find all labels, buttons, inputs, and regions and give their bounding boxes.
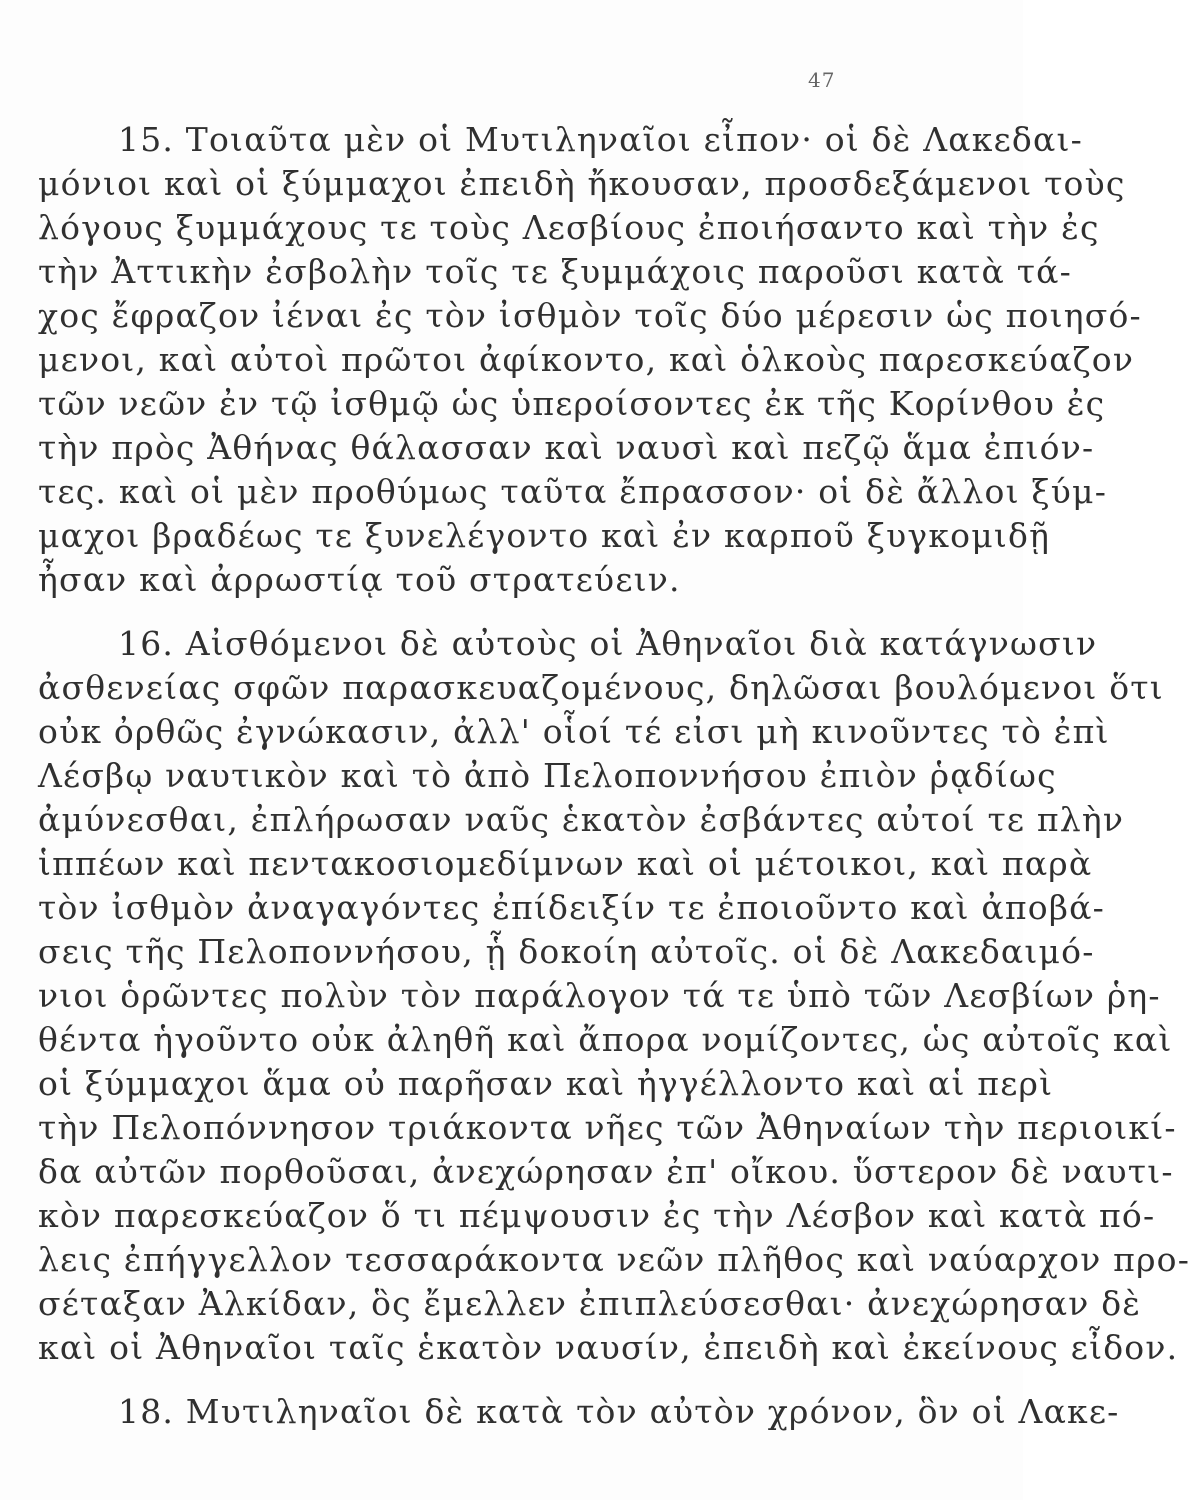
text-line: τὸν ἰσθμὸν ἀναγαγόντες ἐπίδειξίν τε ἐποιοῦντο καὶ ἀποβά- bbox=[38, 888, 1105, 927]
text-line: τες. καὶ οἱ μὲν προθύμως ταῦτα ἔπρασσον· οἱ δὲ ἄλλοι ξύμ- bbox=[38, 472, 1108, 511]
text-line: Λέσβῳ ναυτικὸν καὶ τὸ ἀπὸ Πελοποννήσου ἐπιὸν ῥᾳδίως bbox=[38, 756, 1057, 795]
text-line: τὴν Πελοπόννησον τριάκοντα νῆες τῶν Ἀθηναίων τὴν περιοικί- bbox=[38, 1108, 1177, 1147]
text-line: χος ἔφραζον ἰέναι ἐς τὸν ἰσθμὸν τοῖς δύο μέρεσιν ὡς ποιησό- bbox=[38, 296, 1142, 335]
text-line: ἀσθενείας σφῶν παρασκευαζομένους, δηλῶσαι βουλόμενοι ὅτι bbox=[38, 668, 1164, 707]
text-line: 15. Τοιαῦτα μὲν οἱ Μυτιληναῖοι εἶπον· οἱ δὲ Λακεδαι- bbox=[118, 120, 1083, 159]
text-line: σέταξαν Ἀλκίδαν, ὃς ἔμελλεν ἐπιπλεύσεσθαι· ἀνεχώρησαν δὲ bbox=[38, 1284, 1142, 1323]
text-line: μαχοι βραδέως τε ξυνελέγοντο καὶ ἐν καρποῦ ξυγκομιδῇ bbox=[38, 516, 1051, 555]
text-line: τὴν πρὸς Ἀθήνας θάλασσαν καὶ ναυσὶ καὶ πεζῷ ἅμα ἐπιόν- bbox=[38, 428, 1095, 467]
text-line: οὐκ ὀρθῶς ἐγνώκασιν, ἀλλ' οἷοί τέ εἰσι μὴ κινοῦντες τὸ ἐπὶ bbox=[38, 712, 1110, 751]
text-line: ἀμύνεσθαι, ἐπλήρωσαν ναῦς ἑκατὸν ἐσβάντες αὐτοί τε πλὴν bbox=[38, 800, 1125, 839]
text-line: σεις τῆς Πελοποννήσου, ᾗ δοκοίη αὐτοῖς. οἱ δὲ Λακεδαιμό- bbox=[38, 932, 1095, 971]
text-line: θέντα ἡγοῦντο οὐκ ἀληθῆ καὶ ἄπορα νομίζοντες, ὡς αὐτοῖς καὶ bbox=[38, 1020, 1173, 1059]
text-line: 16. Αἰσθόμενοι δὲ αὐτοὺς οἱ Ἀθηναῖοι διὰ κατάγνωσιν bbox=[118, 624, 1098, 663]
text-line: κὸν παρεσκεύαζον ὅ τι πέμψουσιν ἐς τὴν Λέσβον καὶ κατὰ πό- bbox=[38, 1196, 1156, 1235]
text-line: μόνιοι καὶ οἱ ξύμμαχοι ἐπειδὴ ἤκουσαν, προσδεξάμενοι τοὺς bbox=[38, 164, 1126, 203]
text-line: μενοι, καὶ αὐτοὶ πρῶτοι ἀφίκοντο, καὶ ὁλκοὺς παρεσκεύαζον bbox=[38, 340, 1135, 379]
text-line: τὴν Ἀττικὴν ἐσβολὴν τοῖς τε ξυμμάχοις παροῦσι κατὰ τά- bbox=[38, 252, 1072, 291]
text-line: ἦσαν καὶ ἀρρωστίᾳ τοῦ στρατεύειν. bbox=[38, 560, 681, 599]
text-line: δα αὐτῶν πορθοῦσαι, ἀνεχώρησαν ἐπ' οἴκου. ὕστερον δὲ ναυτι- bbox=[38, 1152, 1174, 1191]
text-line: ἱππέων καὶ πεντακοσιομεδίμνων καὶ οἱ μέτοικοι, καὶ παρὰ bbox=[38, 844, 1093, 883]
text-line: καὶ οἱ Ἀθηναῖοι ταῖς ἑκατὸν ναυσίν, ἐπειδὴ καὶ ἐκείνους εἶδον. bbox=[38, 1328, 1179, 1367]
text-line: λόγους ξυμμάχους τε τοὺς Λεσβίους ἐποιήσαντο καὶ τὴν ἐς bbox=[38, 208, 1100, 247]
text-line: 18. Μυτιληναῖοι δὲ κατὰ τὸν αὐτὸν χρόνον, ὃν οἱ Λακε- bbox=[118, 1392, 1120, 1431]
text-line: τῶν νεῶν ἐν τῷ ἰσθμῷ ὡς ὑπεροίσοντες ἐκ τῆς Κορίνθου ἐς bbox=[38, 384, 1106, 423]
text-line: νιοι ὁρῶντες πολὺν τὸν παράλογον τά τε ὑπὸ τῶν Λεσβίων ῥη- bbox=[38, 976, 1161, 1015]
text-line: λεις ἐπήγγελλον τεσσαράκοντα νεῶν πλῆθος καὶ ναύαρχον προ- bbox=[38, 1240, 1190, 1279]
text-line: οἱ ξύμμαχοι ἅμα οὐ παρῆσαν καὶ ἠγγέλλοντο καὶ αἱ περὶ bbox=[38, 1064, 1054, 1103]
page-number: 47 bbox=[808, 68, 836, 92]
